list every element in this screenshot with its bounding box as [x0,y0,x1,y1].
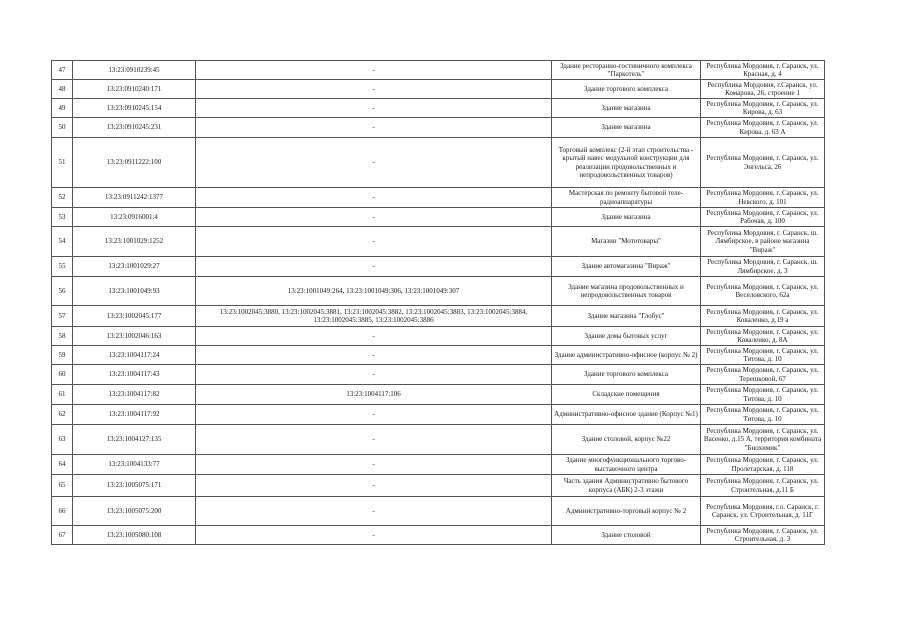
object-name: Административно-торговый корпус № 2 [552,497,701,526]
cadastral-number: 13:23:1004117:92 [73,405,196,425]
object-name: Магазин "Мототовары" [552,227,701,257]
object-name: Складские помещения [552,385,701,405]
object-name: Здание ресторанно-гостиничного комплекса "Паркотель" [552,61,701,80]
object-address: Республика Мордовия, г. Саранск, ул. Коваленко, д. 8А [701,327,825,346]
included-objects: - [196,138,552,188]
object-address: Республика Мордовия, г. Саранск, ул. Рабочая, д. 100 [701,208,825,227]
row-number: 67 [52,526,73,545]
object-address: Республика Мордовия, г. Саранск, ул. Строительная, д.11 Б [701,475,825,497]
table-row [52,99,825,118]
object-name: Здание торгового комплекса [552,80,701,99]
included-objects: - [196,475,552,497]
object-address: Республика Мордовия, г. Саранск, ул. Титова, д. 10 [701,385,825,405]
object-name: Здание торгового комплекса [552,365,701,385]
included-objects: - [196,346,552,365]
included-objects: - [196,455,552,475]
object-name: Административно-офисное здание (Корпус №1) [552,405,701,425]
cadastral-number: 13:23:0910239:45 [73,61,196,80]
cadastral-number: 13:23:1004117:82 [73,385,196,405]
cadastral-number: 13:23:0911242:1377 [73,188,196,208]
object-address: Республика Мордовия, г. Саранск, ул. Красная, д. 4 [701,61,825,80]
row-number: 61 [52,385,73,405]
object-name: Мастерская по ремонту бытовой теле-радиоаппаратуры [552,188,701,208]
row-number: 51 [52,138,73,188]
object-name: Здание столовой, корпус №22 [552,425,701,455]
included-objects: 13:23:1001049:264, 13:23:1001049:306, 13:23:1001049:307 [196,277,552,306]
object-name: Здание магазина [552,208,701,227]
row-number: 59 [52,346,73,365]
included-objects: - [196,80,552,99]
object-name: Здание дома бытовых услуг [552,327,701,346]
row-number: 58 [52,327,73,346]
object-address: Республика Мордовия, г. Саранск, ш. Лямбирское, д. 3 [701,257,825,277]
cadastral-number: 13:23:1004133:77 [73,455,196,475]
included-objects: 13:23:1002045:3880, 13:23:1002045:3881, 13:23:1002045:3882, 13:23:1002045:3883, 13:23:1002045:3884, 13:23:1002045:3885, 13:23:1002045:3886 [196,306,552,327]
row-number: 60 [52,365,73,385]
object-address: Республика Мордовия, г. Саранск, ул. Невского, д. 101 [701,188,825,208]
table-row [52,188,825,208]
included-objects: - [196,188,552,208]
cadastral-number: 13:23:1002046:163 [73,327,196,346]
object-name: Здание магазина [552,99,701,118]
object-name: Здание многофункционального торгово-выставочного центра [552,455,701,475]
included-objects: - [196,405,552,425]
object-address: Республика Мордовия, г. Саранск, ул. Кирова, д. 63 [701,99,825,118]
cadastral-number: 13:23:1004127:135 [73,425,196,455]
cadastral-number: 13:23:1001049:93 [73,277,196,306]
table-row [52,455,825,475]
table-row [52,306,825,327]
object-address: Республика Мордовия, г. Саранск, ул. Строительная, д. 3 [701,526,825,545]
included-objects: - [196,257,552,277]
object-address: Республика Мордовия, г. Саранск, ул. Веселовского, 62а [701,277,825,306]
object-address: Республика Мордовия, г. Саранск, ул. Терешковой, 67 [701,365,825,385]
object-address: Республика Мордовия, г.Саранск, ул. Комарова, 26, строение 1 [701,80,825,99]
cadastral-number: 13:23:1005075:171 [73,475,196,497]
table-row [52,277,825,306]
cadastral-number: 13:23:0911222:100 [73,138,196,188]
row-number: 57 [52,306,73,327]
cadastral-number: 13:23:1005075:200 [73,497,196,526]
object-address: Республика Мордовия, г. Саранск, ул. Энгельса, 26 [701,138,825,188]
row-number: 56 [52,277,73,306]
cadastral-number: 13:23:0916001:4 [73,208,196,227]
table-row [52,138,825,188]
cadastral-number: 13:23:0910245:154 [73,99,196,118]
row-number: 53 [52,208,73,227]
table-row [52,118,825,138]
included-objects: - [196,61,552,80]
object-address: Республика Мордовия, г. Саранск, ул. Титова, д. 10 [701,405,825,425]
included-objects: - [196,425,552,455]
row-number: 47 [52,61,73,80]
object-name: Здание магазина [552,118,701,138]
row-number: 55 [52,257,73,277]
cadastral-number: 13:23:1001029:27 [73,257,196,277]
object-address: Республика Мордовия, г. Саранск, ш. Лямбирское, в районе магазина "Вираж" [701,227,825,257]
row-number: 49 [52,99,73,118]
table-row [52,526,825,545]
included-objects: - [196,497,552,526]
table-row [52,365,825,385]
object-address: Республика Мордовия, г. Саранск, ул. Титова, д. 10 [701,346,825,365]
object-name: Торговый комплекс (2-й этап строительства - крытый навес модульной конструкции для реализации продовольственных и непродовольственных товаров) [552,138,701,188]
cadastral-number: 13:23:1002045:177 [73,306,196,327]
included-objects: - [196,118,552,138]
row-number: 63 [52,425,73,455]
object-name: Здание административно-офисное (корпус № 2) [552,346,701,365]
table-row [52,61,825,80]
table-row [52,327,825,346]
table-row [52,257,825,277]
row-number: 65 [52,475,73,497]
included-objects: - [196,526,552,545]
object-address: Республика Мордовия, г. Саранск, ул. Коваленко, д.19 а [701,306,825,327]
row-number: 48 [52,80,73,99]
object-registry-table [51,60,825,545]
table-body [52,61,825,545]
table-row [52,346,825,365]
object-name: Здание автомагазина "Вираж" [552,257,701,277]
table-row [52,405,825,425]
cadastral-number: 13:23:1001029:1252 [73,227,196,257]
object-name: Здание магазина "Глобус" [552,306,701,327]
row-number: 64 [52,455,73,475]
object-name: Здание магазина продовольственных и непродовольственных товаров [552,277,701,306]
cadastral-number: 13:23:1004117:24 [73,346,196,365]
table-row [52,227,825,257]
cadastral-number: 13:23:0910240:171 [73,80,196,99]
included-objects: - [196,365,552,385]
row-number: 66 [52,497,73,526]
included-objects: - [196,208,552,227]
object-name: Здание столовой [552,526,701,545]
included-objects: - [196,99,552,118]
row-number: 50 [52,118,73,138]
object-address: Республика Мордовия, г. Саранск, ул. Пролетарская, д. 118 [701,455,825,475]
object-name: Часть здания Административно бытового корпуса (АБК) 2-3 этажи [552,475,701,497]
object-address: Республика Мордовия, г. Саранск, ул. Кирова, д. 63 А [701,118,825,138]
cadastral-number: 13:23:0910245:231 [73,118,196,138]
included-objects: - [196,327,552,346]
table-row [52,475,825,497]
row-number: 54 [52,227,73,257]
row-number: 52 [52,188,73,208]
table-row [52,425,825,455]
table-row [52,80,825,99]
object-address: Республика Мордовия, г. Саранск, ул. Васенко, д.15 А, территория комбината "Биохимик" [701,425,825,455]
row-number: 62 [52,405,73,425]
table-row [52,497,825,526]
cadastral-number: 13:23:1005080:108 [73,526,196,545]
object-address: Республика Мордовия, г.о. Саранск, г. Саранск, ул. Строительная, д. 11Г [701,497,825,526]
table-row [52,208,825,227]
included-objects: 13:23:1004117:106 [196,385,552,405]
cadastral-number: 13:23:1004117:43 [73,365,196,385]
table-row [52,385,825,405]
included-objects: - [196,227,552,257]
